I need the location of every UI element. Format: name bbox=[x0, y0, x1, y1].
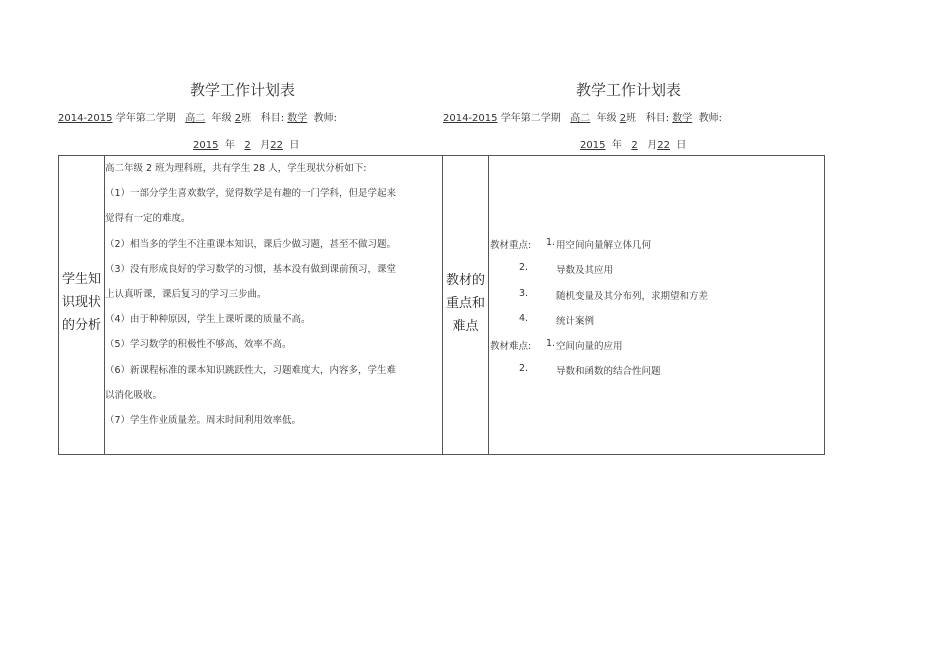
right-date-day: 22 bbox=[657, 140, 671, 151]
right-subject: 数学 bbox=[672, 113, 693, 124]
key-points-label: 教材重点: bbox=[490, 240, 532, 251]
textbook-focus-header-line: 教材的 bbox=[445, 273, 485, 288]
key-point-num: 2. bbox=[519, 262, 529, 273]
left-grade: 高二 bbox=[185, 113, 206, 124]
plan-table bbox=[58, 155, 825, 455]
left-date-year-label: 年 bbox=[224, 140, 235, 151]
right-grade: 高二 bbox=[570, 113, 591, 124]
right-teacher-label: 教师: bbox=[698, 113, 723, 124]
analysis-line: （7）学生作业质量差。周末时间利用效率低。 bbox=[105, 415, 302, 426]
student-analysis-header-line: 的分析 bbox=[61, 318, 101, 333]
table-divider-1 bbox=[104, 156, 105, 454]
right-term: 学年第二学期 bbox=[500, 113, 561, 124]
textbook-focus-header-line: 难点 bbox=[452, 319, 479, 334]
table-divider-3 bbox=[488, 156, 489, 454]
student-analysis-header-line: 学生知 bbox=[61, 272, 101, 287]
key-point-num: 4. bbox=[519, 313, 529, 324]
analysis-line: （2）相当多的学生不注重课本知识，课后少做习题，甚至不做习题。 bbox=[105, 239, 397, 250]
right-date-month: 2 bbox=[631, 140, 638, 151]
left-date-day-label: 日 bbox=[289, 140, 300, 151]
right-grade-label: 年级 bbox=[596, 113, 617, 124]
right-date-day-label: 日 bbox=[676, 140, 687, 151]
key-point-num: 1. bbox=[546, 237, 556, 248]
difficult-point-text: 导数和函数的结合性问题 bbox=[556, 366, 661, 377]
right-date-line bbox=[580, 136, 686, 151]
analysis-line: （1）一部分学生喜欢数学，觉得数学是有趣的一门学科，但是学起来 bbox=[105, 188, 397, 199]
key-point-text: 统计案例 bbox=[556, 316, 595, 327]
right-title: 教学工作计划表 bbox=[576, 81, 682, 99]
left-class-label: 班 bbox=[241, 113, 252, 124]
right-date-month-label: 月 bbox=[647, 140, 658, 151]
left-class-no: 2 bbox=[234, 113, 242, 124]
right-class-label: 班 bbox=[626, 113, 637, 124]
right-date-year: 2015 bbox=[580, 140, 606, 151]
difficult-point-num: 1. bbox=[546, 338, 556, 349]
analysis-line: （6）新课程标准的课本知识跳跃性大，习题难度大，内容多，学生难 bbox=[105, 365, 397, 376]
left-year: 2014-2015 bbox=[58, 113, 113, 124]
right-subject-label: 科目: bbox=[645, 113, 670, 124]
analysis-line: 以消化吸收。 bbox=[105, 390, 163, 401]
analysis-line: 上认真听课，课后复习的学习三步曲。 bbox=[105, 289, 267, 300]
right-meta-line bbox=[443, 109, 722, 124]
left-term: 学年第二学期 bbox=[115, 113, 176, 124]
difficult-point-text: 空间向量的应用 bbox=[556, 341, 623, 352]
left-date-year: 2015 bbox=[193, 140, 219, 151]
key-point-text: 用空间向量解立体几何 bbox=[556, 240, 652, 251]
textbook-focus-header bbox=[443, 269, 488, 338]
left-title: 教学工作计划表 bbox=[190, 81, 296, 99]
key-point-text: 随机变量及其分布列，求期望和方差 bbox=[556, 291, 709, 302]
key-point-text: 导数及其应用 bbox=[556, 265, 614, 276]
key-point-num: 3. bbox=[519, 288, 529, 299]
right-date-year-label: 年 bbox=[611, 140, 622, 151]
left-date-month: 2 bbox=[244, 140, 251, 151]
difficult-point-num: 2. bbox=[519, 363, 529, 374]
left-subject-label: 科目: bbox=[260, 113, 285, 124]
right-year: 2014-2015 bbox=[443, 113, 498, 124]
left-teacher-label: 教师: bbox=[313, 113, 338, 124]
analysis-line: （4）由于种种原因，学生上课听课的质量不高。 bbox=[105, 314, 311, 325]
textbook-focus-header-line: 重点和 bbox=[445, 296, 485, 311]
left-grade-label: 年级 bbox=[211, 113, 232, 124]
right-class-no: 2 bbox=[619, 113, 627, 124]
student-analysis-header-line: 识现状 bbox=[61, 295, 101, 310]
analysis-line: 高二年级 2 班为理科班，共有学生 28 人，学生现状分析如下: bbox=[105, 163, 367, 174]
analysis-line: 觉得有一定的难度。 bbox=[105, 213, 191, 224]
left-date-line bbox=[193, 136, 299, 151]
difficult-points-label: 教材难点: bbox=[490, 341, 532, 352]
analysis-line: （3）没有形成良好的学习数学的习惯，基本没有做到课前预习，课堂 bbox=[105, 264, 397, 275]
left-meta-line bbox=[58, 109, 337, 124]
left-subject: 数学 bbox=[287, 113, 308, 124]
left-date-month-label: 月 bbox=[260, 140, 271, 151]
student-analysis-header bbox=[59, 268, 104, 337]
left-date-day: 22 bbox=[270, 140, 284, 151]
analysis-line: （5）学习数学的积极性不够高，效率不高。 bbox=[105, 339, 292, 350]
